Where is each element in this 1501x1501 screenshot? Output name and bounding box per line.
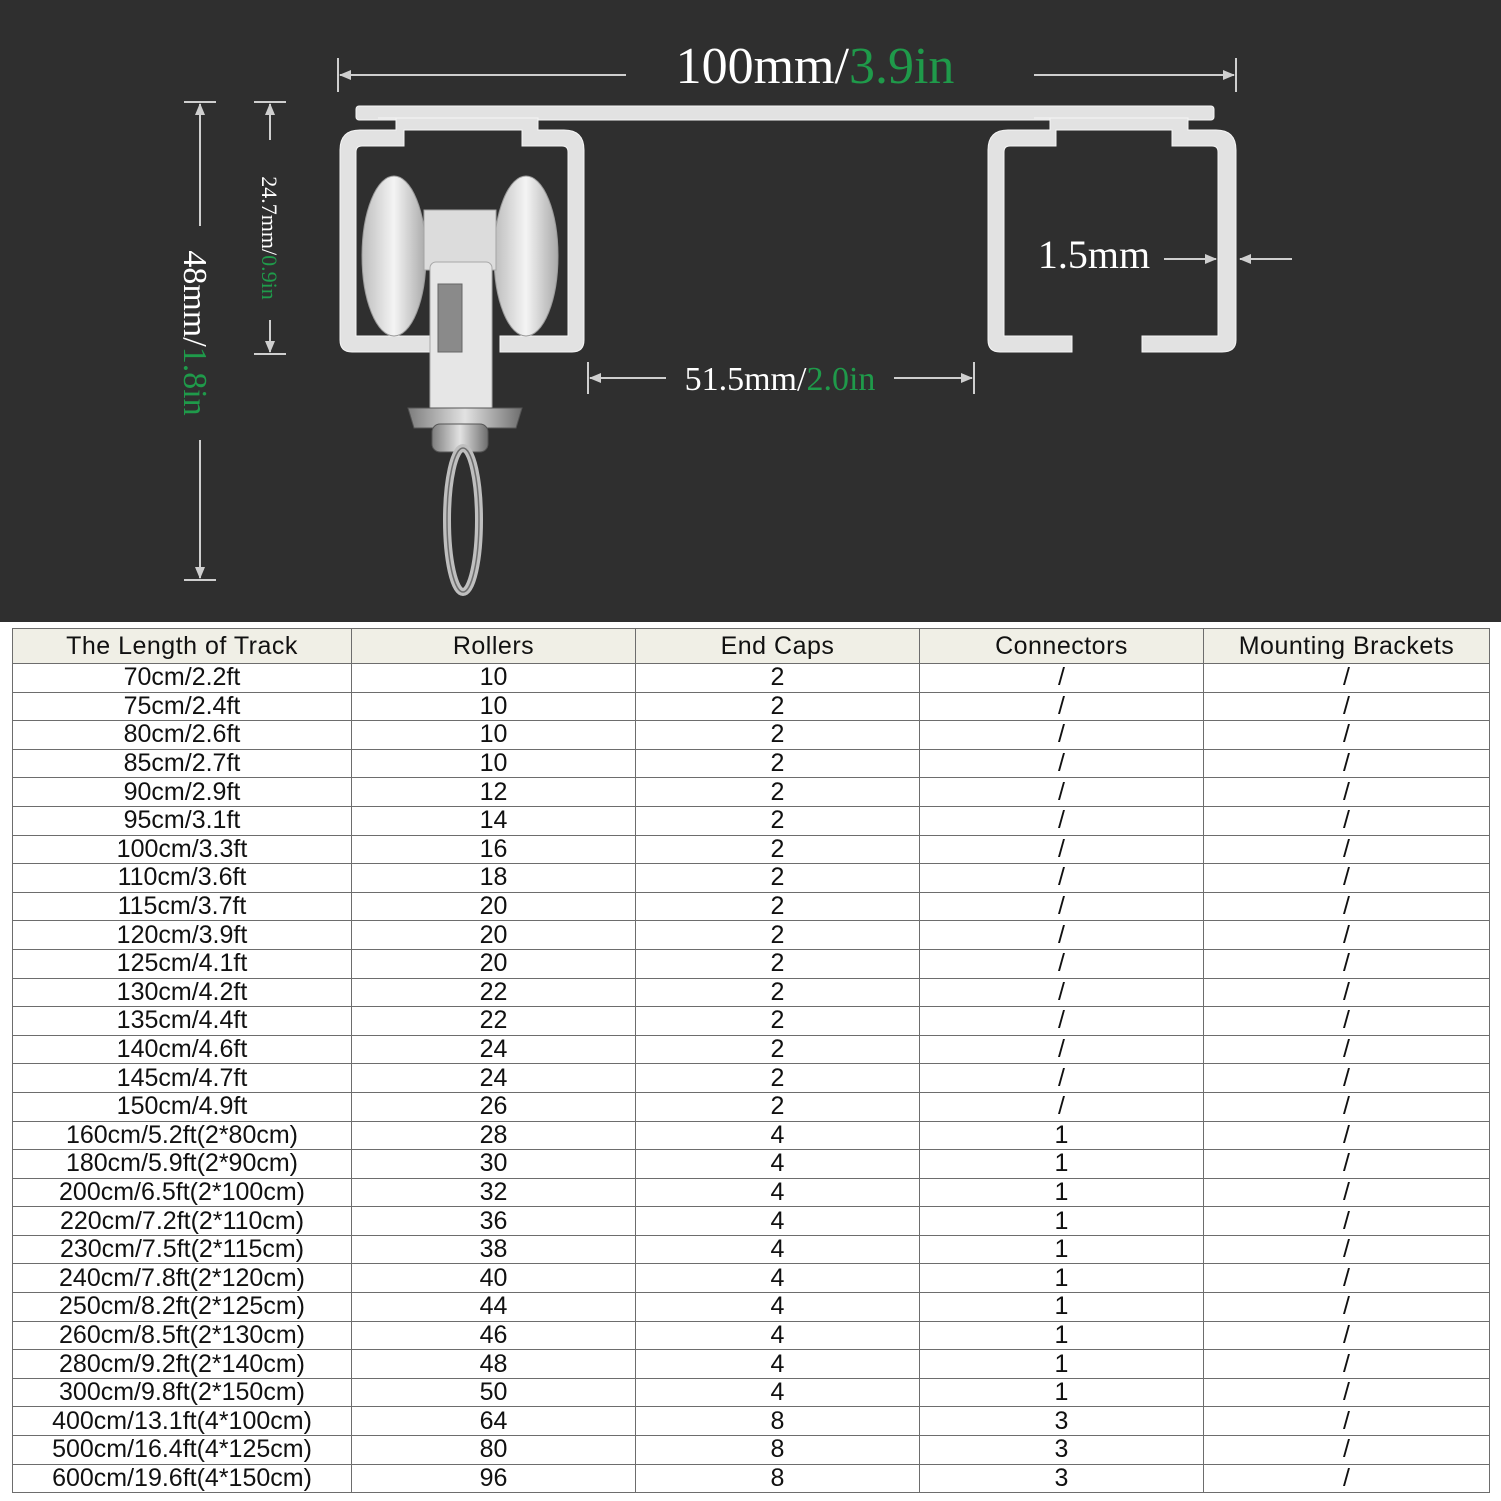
cell-track-length: 230cm/7.5ft(2*115cm) (13, 1235, 352, 1264)
cell-track-length: 145cm/4.7ft (13, 1064, 352, 1093)
cell-track-length: 250cm/8.2ft(2*125cm) (13, 1293, 352, 1322)
cell-rollers: 48 (352, 1350, 636, 1379)
table-row (13, 1264, 1490, 1293)
cell-end-caps: 2 (636, 1035, 920, 1064)
cell-rollers: 22 (352, 978, 636, 1007)
table-row (13, 749, 1490, 778)
cell-mounting-brackets: / (1204, 1293, 1490, 1322)
cell-rollers: 10 (352, 692, 636, 721)
cell-rollers: 80 (352, 1436, 636, 1465)
cell-track-length: 240cm/7.8ft(2*120cm) (13, 1264, 352, 1293)
cell-mounting-brackets: / (1204, 892, 1490, 921)
cell-rollers: 20 (352, 921, 636, 950)
cell-connectors: / (920, 949, 1204, 978)
table-row (13, 806, 1490, 835)
cell-mounting-brackets: / (1204, 1321, 1490, 1350)
cell-track-length: 115cm/3.7ft (13, 892, 352, 921)
wall-thickness-label: 1.5mm (1037, 232, 1151, 277)
cell-end-caps: 2 (636, 1007, 920, 1036)
cell-mounting-brackets: / (1204, 1207, 1490, 1236)
table-row (13, 1178, 1490, 1207)
roller-carriage (362, 176, 558, 592)
cell-track-length: 260cm/8.5ft(2*130cm) (13, 1321, 352, 1350)
header-mounting-brackets: Mounting Brackets (1204, 629, 1490, 664)
table-row (13, 1321, 1490, 1350)
cell-track-length: 280cm/9.2ft(2*140cm) (13, 1350, 352, 1379)
cell-rollers: 32 (352, 1178, 636, 1207)
cell-mounting-brackets: / (1204, 721, 1490, 750)
table-header-row (13, 629, 1490, 664)
cell-connectors: / (920, 921, 1204, 950)
table-row (13, 1350, 1490, 1379)
cell-end-caps: 2 (636, 692, 920, 721)
cell-end-caps: 2 (636, 864, 920, 893)
cell-rollers: 30 (352, 1150, 636, 1179)
table-row (13, 1436, 1490, 1465)
cell-track-length: 90cm/2.9ft (13, 778, 352, 807)
cell-rollers: 36 (352, 1207, 636, 1236)
cell-connectors: / (920, 1064, 1204, 1093)
cell-end-caps: 8 (636, 1436, 920, 1465)
cell-track-length: 125cm/4.1ft (13, 949, 352, 978)
cell-connectors: 3 (920, 1464, 1204, 1493)
cell-end-caps: 2 (636, 949, 920, 978)
cell-connectors: / (920, 806, 1204, 835)
table-row (13, 721, 1490, 750)
cell-mounting-brackets: / (1204, 1436, 1490, 1465)
cell-mounting-brackets: / (1204, 1178, 1490, 1207)
table-row (13, 1207, 1490, 1236)
cell-connectors: / (920, 749, 1204, 778)
cell-connectors: 1 (920, 1178, 1204, 1207)
table-row (13, 949, 1490, 978)
cell-rollers: 46 (352, 1321, 636, 1350)
table-row (13, 1007, 1490, 1036)
cell-mounting-brackets: / (1204, 921, 1490, 950)
cell-end-caps: 2 (636, 921, 920, 950)
table-row (13, 1150, 1490, 1179)
cell-end-caps: 4 (636, 1235, 920, 1264)
cell-end-caps: 2 (636, 749, 920, 778)
cell-track-length: 110cm/3.6ft (13, 864, 352, 893)
cell-mounting-brackets: / (1204, 806, 1490, 835)
cell-rollers: 24 (352, 1064, 636, 1093)
cell-mounting-brackets: / (1204, 692, 1490, 721)
cell-mounting-brackets: / (1204, 1235, 1490, 1264)
cell-rollers: 28 (352, 1121, 636, 1150)
cell-track-length: 500cm/16.4ft(4*125cm) (13, 1436, 352, 1465)
table-row (13, 692, 1490, 721)
cell-rollers: 10 (352, 664, 636, 693)
table-row (13, 1092, 1490, 1121)
table-row (13, 1121, 1490, 1150)
cell-mounting-brackets: / (1204, 1150, 1490, 1179)
table-row (13, 864, 1490, 893)
table-body (13, 664, 1490, 1493)
cell-end-caps: 4 (636, 1121, 920, 1150)
cell-mounting-brackets: / (1204, 1007, 1490, 1036)
table-row (13, 892, 1490, 921)
cell-mounting-brackets: / (1204, 1350, 1490, 1379)
cell-mounting-brackets: / (1204, 1035, 1490, 1064)
header-connectors: Connectors (920, 629, 1204, 664)
cell-track-length: 220cm/7.2ft(2*110cm) (13, 1207, 352, 1236)
cell-rollers: 16 (352, 835, 636, 864)
cell-connectors: 1 (920, 1378, 1204, 1407)
cell-rollers: 38 (352, 1235, 636, 1264)
cell-end-caps: 4 (636, 1264, 920, 1293)
channel-gap-label: 51.5mm/2.0in (684, 361, 876, 398)
cell-mounting-brackets: / (1204, 1064, 1490, 1093)
cell-track-length: 75cm/2.4ft (13, 692, 352, 721)
cell-mounting-brackets: / (1204, 978, 1490, 1007)
cell-mounting-brackets: / (1204, 778, 1490, 807)
cell-track-length: 300cm/9.8ft(2*150cm) (13, 1378, 352, 1407)
cell-connectors: / (920, 1035, 1204, 1064)
cell-end-caps: 4 (636, 1207, 920, 1236)
cell-mounting-brackets: / (1204, 949, 1490, 978)
height-label: 48mm/1.8in (176, 250, 213, 416)
cell-track-length: 140cm/4.6ft (13, 1035, 352, 1064)
cell-end-caps: 2 (636, 664, 920, 693)
cell-rollers: 10 (352, 749, 636, 778)
cell-mounting-brackets: / (1204, 864, 1490, 893)
cell-mounting-brackets: / (1204, 1121, 1490, 1150)
cell-mounting-brackets: / (1204, 1464, 1490, 1493)
cell-connectors: / (920, 664, 1204, 693)
cell-connectors: 3 (920, 1407, 1204, 1436)
cell-connectors: 1 (920, 1150, 1204, 1179)
cell-end-caps: 4 (636, 1178, 920, 1207)
header-track-length: The Length of Track (13, 629, 352, 664)
table-row (13, 1064, 1490, 1093)
cell-end-caps: 4 (636, 1150, 920, 1179)
table-row (13, 1293, 1490, 1322)
cell-rollers: 44 (352, 1293, 636, 1322)
cell-connectors: / (920, 864, 1204, 893)
table-row (13, 1235, 1490, 1264)
cell-end-caps: 2 (636, 721, 920, 750)
table-row (13, 1035, 1490, 1064)
section-divider (0, 622, 1501, 626)
cell-rollers: 20 (352, 949, 636, 978)
cell-connectors: 1 (920, 1321, 1204, 1350)
cell-track-length: 400cm/13.1ft(4*100cm) (13, 1407, 352, 1436)
cell-connectors: / (920, 1092, 1204, 1121)
cell-rollers: 24 (352, 1035, 636, 1064)
table-row (13, 978, 1490, 1007)
table-row (13, 1407, 1490, 1436)
cell-end-caps: 2 (636, 778, 920, 807)
cell-track-length: 120cm/3.9ft (13, 921, 352, 950)
cell-end-caps: 2 (636, 1064, 920, 1093)
cell-mounting-brackets: / (1204, 1378, 1490, 1407)
cell-end-caps: 4 (636, 1321, 920, 1350)
cell-mounting-brackets: / (1204, 1092, 1490, 1121)
table-row (13, 1378, 1490, 1407)
cell-rollers: 18 (352, 864, 636, 893)
header-end-caps: End Caps (636, 629, 920, 664)
track-package-table (12, 628, 1490, 1493)
cell-connectors: 1 (920, 1121, 1204, 1150)
cell-mounting-brackets: / (1204, 664, 1490, 693)
cell-track-length: 160cm/5.2ft(2*80cm) (13, 1121, 352, 1150)
cell-connectors: 1 (920, 1350, 1204, 1379)
track-diagram-panel (0, 0, 1501, 622)
cell-track-length: 85cm/2.7ft (13, 749, 352, 778)
table-row (13, 778, 1490, 807)
cell-end-caps: 2 (636, 978, 920, 1007)
table-row (13, 664, 1490, 693)
header-rollers: Rollers (352, 629, 636, 664)
cell-mounting-brackets: / (1204, 749, 1490, 778)
cell-connectors: 1 (920, 1293, 1204, 1322)
channel-height-label: 24.7mm/0.9in (257, 176, 282, 300)
cell-mounting-brackets: / (1204, 1407, 1490, 1436)
cell-end-caps: 2 (636, 1092, 920, 1121)
cell-connectors: 3 (920, 1436, 1204, 1465)
cell-rollers: 50 (352, 1378, 636, 1407)
cell-rollers: 96 (352, 1464, 636, 1493)
cell-rollers: 40 (352, 1264, 636, 1293)
table-row (13, 921, 1490, 950)
cell-end-caps: 8 (636, 1407, 920, 1436)
table-row (13, 1464, 1490, 1493)
cell-connectors: 1 (920, 1207, 1204, 1236)
cell-end-caps: 4 (636, 1350, 920, 1379)
cell-track-length: 150cm/4.9ft (13, 1092, 352, 1121)
cell-end-caps: 4 (636, 1293, 920, 1322)
cell-track-length: 135cm/4.4ft (13, 1007, 352, 1036)
cell-rollers: 12 (352, 778, 636, 807)
cell-end-caps: 2 (636, 806, 920, 835)
cell-connectors: / (920, 721, 1204, 750)
cell-mounting-brackets: / (1204, 835, 1490, 864)
cell-mounting-brackets: / (1204, 1264, 1490, 1293)
cell-rollers: 64 (352, 1407, 636, 1436)
cell-connectors: / (920, 835, 1204, 864)
cell-end-caps: 8 (636, 1464, 920, 1493)
cell-connectors: / (920, 892, 1204, 921)
cell-connectors: / (920, 778, 1204, 807)
cell-track-length: 130cm/4.2ft (13, 978, 352, 1007)
cell-rollers: 26 (352, 1092, 636, 1121)
cell-track-length: 80cm/2.6ft (13, 721, 352, 750)
cell-end-caps: 2 (636, 892, 920, 921)
cell-track-length: 95cm/3.1ft (13, 806, 352, 835)
cell-connectors: / (920, 978, 1204, 1007)
cell-connectors: / (920, 1007, 1204, 1036)
cell-track-length: 600cm/19.6ft(4*150cm) (13, 1464, 352, 1493)
cell-rollers: 20 (352, 892, 636, 921)
cell-track-length: 70cm/2.2ft (13, 664, 352, 693)
cell-track-length: 100cm/3.3ft (13, 835, 352, 864)
cell-rollers: 10 (352, 721, 636, 750)
cell-connectors: 1 (920, 1235, 1204, 1264)
cell-connectors: 1 (920, 1264, 1204, 1293)
cell-track-length: 200cm/6.5ft(2*100cm) (13, 1178, 352, 1207)
cell-end-caps: 4 (636, 1378, 920, 1407)
cell-rollers: 14 (352, 806, 636, 835)
table-row (13, 835, 1490, 864)
cell-track-length: 180cm/5.9ft(2*90cm) (13, 1150, 352, 1179)
cell-connectors: / (920, 692, 1204, 721)
width-label: 100mm/3.9in (675, 38, 955, 95)
cell-rollers: 22 (352, 1007, 636, 1036)
cell-end-caps: 2 (636, 835, 920, 864)
track-profile-diagram (0, 0, 1501, 622)
